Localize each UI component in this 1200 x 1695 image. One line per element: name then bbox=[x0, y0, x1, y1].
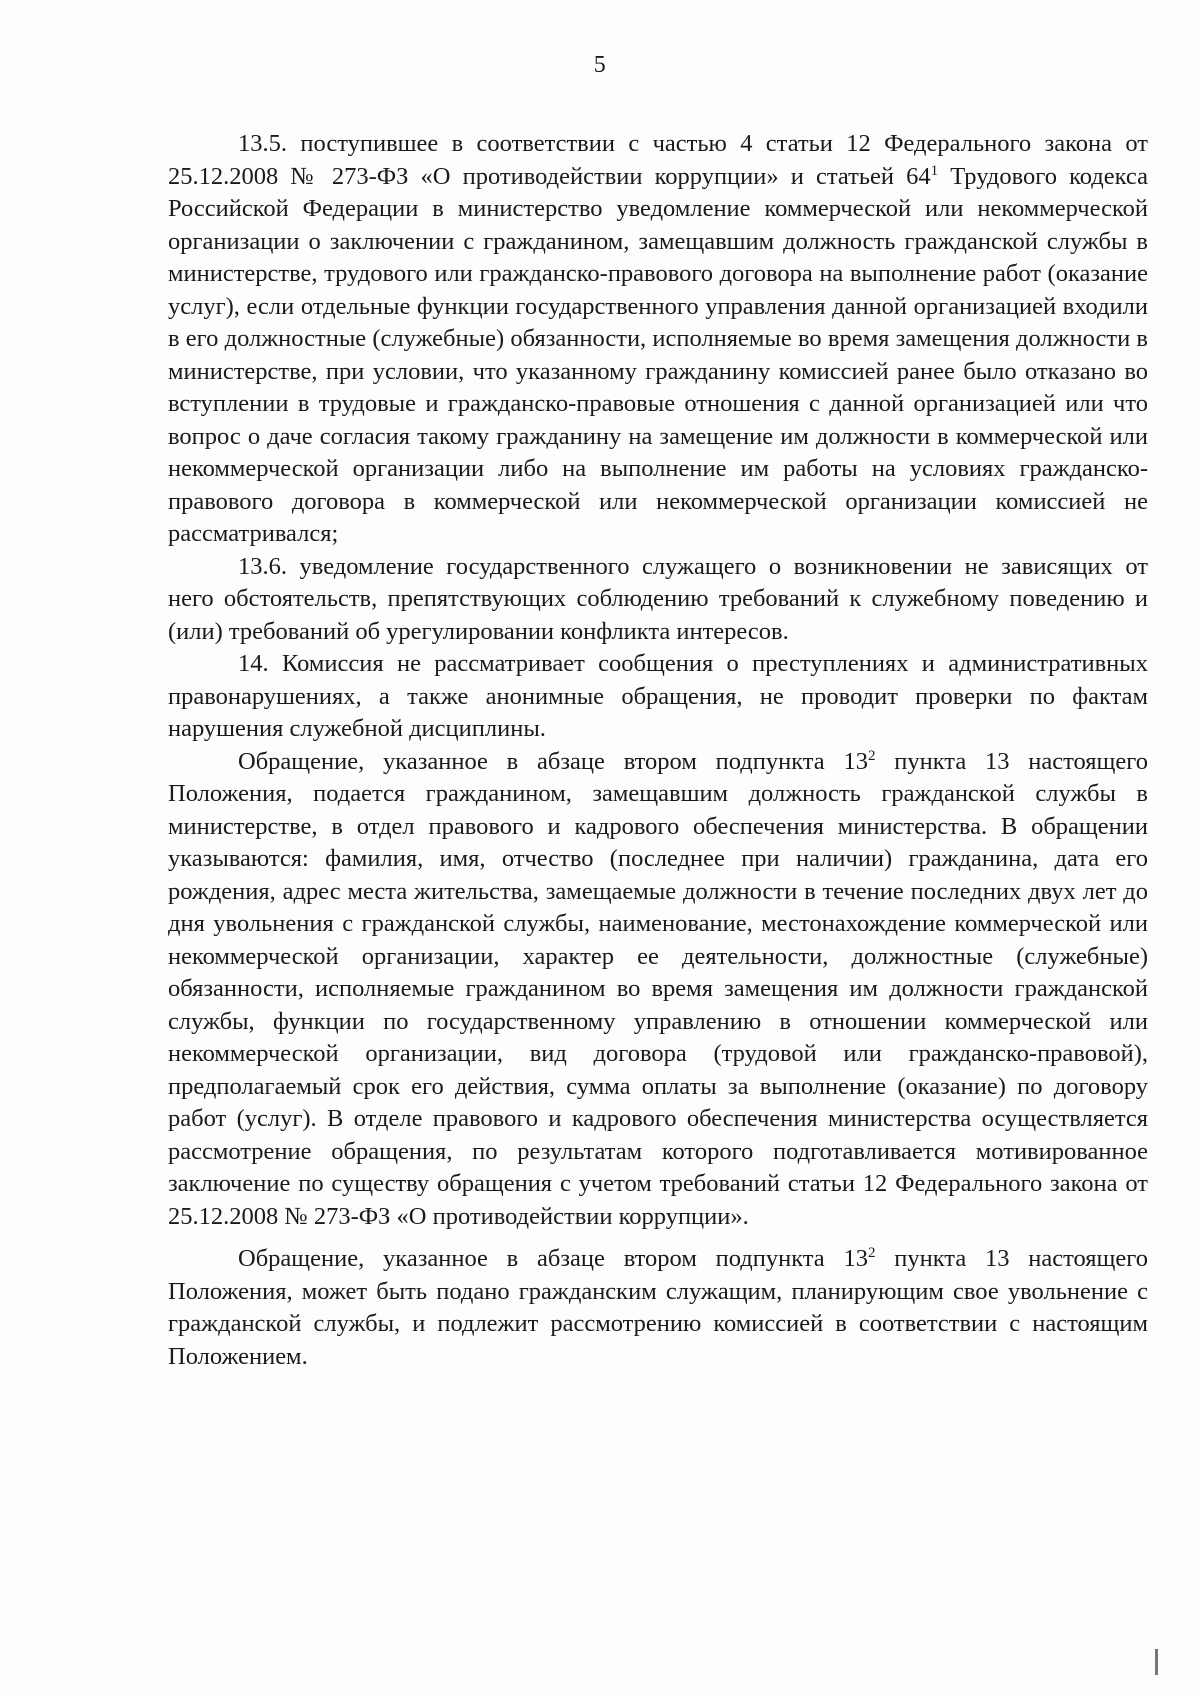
text-run: пункта 13 настоящего Положения, может быть подано гражданским служащим, планирующим свое увольнение с гражданской службы, и подлежит рассмотрению комиссией в соответствии с настоящим Положением. bbox=[168, 1245, 1148, 1370]
paragraph-14 bbox=[168, 648, 1148, 746]
paragraph-obrashchenie-1 bbox=[168, 746, 1148, 1234]
text-run: 14. Комиссия не рассматривает сообщения о преступлениях и административных правонарушениях, а также анонимные обращения, не проводит проверки по фактам нарушения служебной дисциплины. bbox=[168, 650, 1148, 742]
document-body bbox=[168, 128, 1148, 1373]
text-run: 13.6. уведомление государственного служащего о возникновении не зависящих от него обстоятельств, препятствующих соблюдению требований к служебному поведению и (или) требований об урегулировании конфликта интересов. bbox=[168, 552, 1148, 645]
paragraph-13-6 bbox=[168, 551, 1148, 649]
superscript: 1 bbox=[930, 162, 939, 179]
text-run: пункта 13 настоящего Положения, подается гражданином, замещавшим должность гражданской службы в министерстве, в отдел правового и кадрового обеспечения министерства. В обращении указываются: фамилия, имя, отчество (последнее при наличии) гражданина, дата его рождения, адрес места жительства, замещаемые должности в течение последних двух лет до дня увольнения с гражданской службы, наименование, местонахождение коммерческой или некоммерческой организации, характер ее деятельности, должностные (служебные) обязанности, исполняемые гражданином во время замещения им должности гражданской службы, функции по государственному управлению в отношении коммерческой или некоммерческой организации, вид договора (трудовой или гражданско-правовой), предполагаемый срок его действия, сумма оплаты за выполнение (оказание) по договору работ (услуг). В отделе правового и кадрового обеспечения министерства осуществляется рассмотрение обращения, по результатам которого подготавливается мотивированное заключение по существу обращения с учетом требований статьи 12 Федерального закона от 25.12.2008 № 273-ФЗ «О противодействии коррупции». bbox=[168, 747, 1148, 1230]
text-run: Обращение, указанное в абзаце втором подпункта 13 bbox=[238, 747, 868, 775]
paragraph-obrashchenie-2 bbox=[168, 1243, 1148, 1373]
paragraph-13-5 bbox=[168, 128, 1148, 551]
text-run: 13.5. поступившее в соответствии с частью 4 статьи 12 Федерального закона от 25.12.2008 № 273-ФЗ «О противодействии коррупции» и статьей 64 bbox=[168, 130, 1148, 190]
superscript: 2 bbox=[867, 1244, 876, 1261]
text-run: Трудового кодекса Российской Федерации в министерство уведомление коммерческой или некоммерческой организации о заключении с гражданином, замещавшим должность гражданской службы в министерстве, трудового или гражданско-правового договора на выполнение работ (оказание услуг), если отдельные функции государственного управления данной организацией входили в его должностные (служебные) обязанности, исполняемые во время замещения должности в министерстве, при условии, что указанному гражданину комиссией ранее было отказано во вступлении в трудовые и гражданско-правовые отношения с данной организацией или что вопрос о даче согласия такому гражданину на замещение им должности в коммерческой или некоммерческой организации либо на выполнение им работы на условиях гражданско-правового договора в коммерческой или некоммерческой организации комиссией не рассматривался; bbox=[168, 162, 1148, 547]
superscript: 2 bbox=[867, 747, 876, 764]
page-number: 5 bbox=[593, 52, 607, 78]
text-run: Обращение, указанное в абзаце втором подпункта 13 bbox=[238, 1245, 868, 1272]
scan-mark bbox=[1155, 1649, 1158, 1675]
